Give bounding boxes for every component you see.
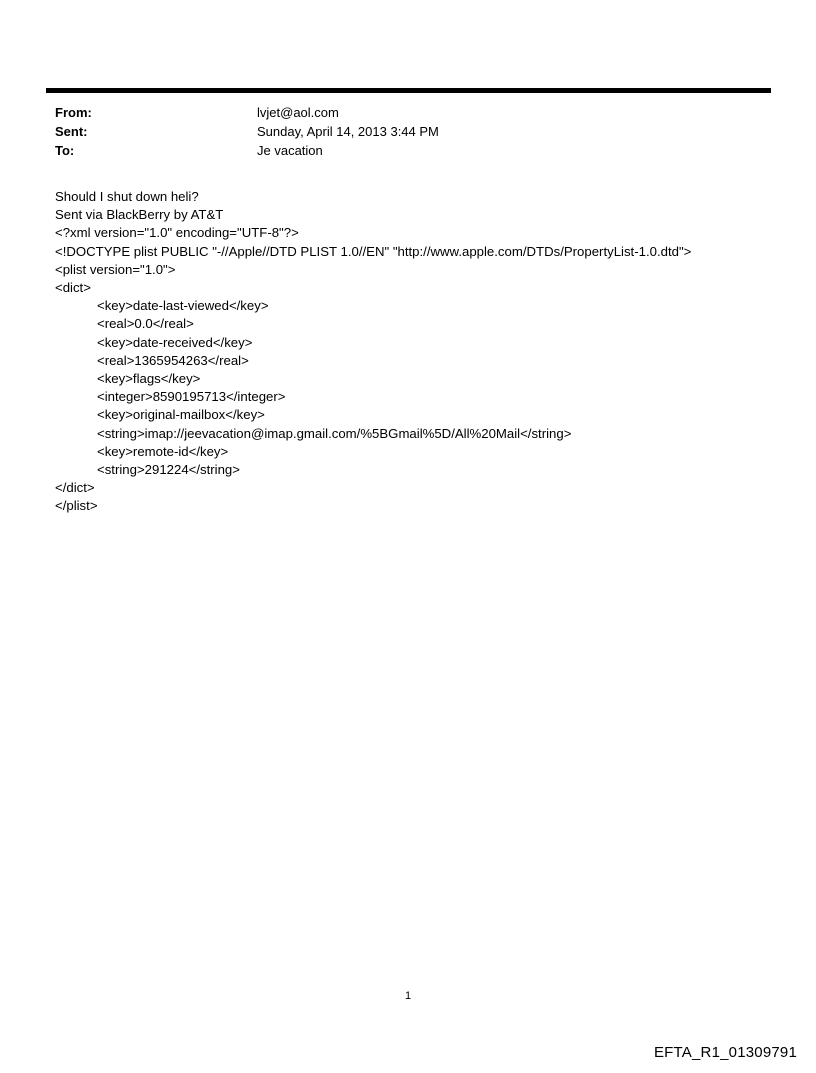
header-field-value: Je vacation	[257, 143, 323, 158]
email-header-block	[55, 103, 439, 160]
body-line: <key>flags</key>	[97, 371, 201, 387]
header-field-value: Sunday, April 14, 2013 3:44 PM	[257, 124, 439, 139]
body-line: <key>date-last-viewed</key>	[97, 298, 269, 314]
body-line: <real>1365954263</real>	[97, 352, 249, 368]
body-line: <dict>	[55, 280, 91, 296]
header-field-row	[55, 103, 439, 122]
body-line: <key>original-mailbox</key>	[97, 407, 265, 423]
body-line: Sent via BlackBerry by AT&T	[55, 207, 224, 223]
body-line: <integer>8590195713</integer>	[97, 389, 286, 405]
body-line: <string>imap://jeevacation@imap.gmail.com/%5BGmail%5D/All%20Mail</string>	[97, 425, 572, 441]
header-field-value: lvjet@aol.com	[257, 105, 339, 120]
body-line: <real>0.0</real>	[97, 316, 194, 332]
body-line: <?xml version="1.0" encoding="UTF-8"?>	[55, 225, 299, 241]
email-body-block	[55, 188, 785, 516]
body-line: <key>remote-id</key>	[97, 443, 229, 459]
body-line: Should I shut down heli?	[55, 189, 199, 204]
page-number: 1	[404, 990, 412, 1002]
body-line: </dict>	[55, 480, 95, 496]
header-field-label: Sent:	[55, 124, 88, 139]
body-line: <key>date-received</key>	[97, 334, 253, 350]
bates-number: EFTA_R1_01309791	[653, 1044, 797, 1061]
header-divider-rule	[46, 88, 771, 93]
body-line: <plist version="1.0">	[55, 261, 176, 277]
header-field-label: From:	[55, 105, 92, 120]
body-line: </plist>	[55, 498, 98, 514]
header-field-row	[55, 141, 439, 160]
body-line: <!DOCTYPE plist PUBLIC "-//Apple//DTD PLIST 1.0//EN" "http://www.apple.com/DTDs/PropertyList-1.0.dtd">	[55, 243, 692, 259]
header-field-label: To:	[55, 143, 75, 158]
header-field-row	[55, 122, 439, 141]
body-line: <string>291224</string>	[97, 462, 240, 478]
